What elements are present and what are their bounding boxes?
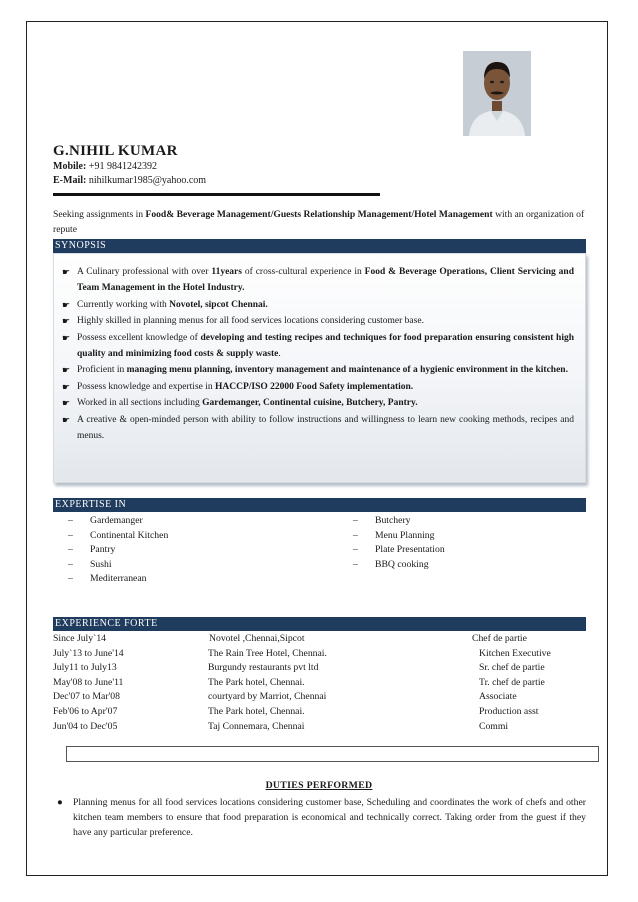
- dash-bullet-icon: –: [353, 515, 358, 526]
- experience-row: [53, 647, 593, 662]
- experience-header: EXPERIENCE FORTE: [53, 617, 586, 631]
- experience-employer: courtyard by Marriot, Chennai: [208, 691, 327, 703]
- experience-employer: Taj Connemara, Chennai: [208, 720, 305, 732]
- synopsis-item-text: managing menu planning, inventory management and maintenance of a hygienic environment in the kitchen.: [126, 365, 568, 376]
- experience-row: [53, 632, 593, 647]
- synopsis-item: [62, 412, 574, 445]
- synopsis-item-text: Novotel, sipcot Chennai.: [169, 299, 268, 310]
- synopsis-item: [62, 264, 574, 297]
- experience-row: [53, 661, 593, 676]
- synopsis-list: [62, 264, 574, 444]
- experience-period: Since July`14: [53, 633, 107, 644]
- dash-bullet-icon: –: [353, 544, 358, 555]
- synopsis-item-text: Highly skilled in planning menus for all food services locations considering customer base.: [77, 316, 424, 327]
- synopsis-item-text: Food & Beverage Operations, Client Servicing and Team Management in the Hotel Industry.: [77, 267, 574, 294]
- experience-period: July`13 to June'14: [53, 647, 124, 659]
- dash-bullet-icon: –: [353, 529, 358, 541]
- expertise-label: Pantry: [90, 544, 116, 555]
- duties-title: DUTIES PERFORMED: [265, 780, 373, 791]
- pointing-hand-icon: ☛: [62, 299, 71, 310]
- pointing-hand-icon: ☛: [62, 316, 71, 327]
- experience-role: Tr. chef de partie: [479, 676, 545, 688]
- experience-row: [53, 720, 593, 735]
- expertise-item: [68, 514, 318, 529]
- mobile-value: +91 9841242392: [88, 161, 157, 172]
- dash-bullet-icon: –: [68, 529, 73, 541]
- expertise-item: [353, 529, 583, 544]
- pointing-hand-icon: ☛: [62, 381, 71, 392]
- dash-bullet-icon: –: [353, 558, 358, 570]
- synopsis-item-text: A creative & open-minded person with ability to follow instructions and willingness to learn new cooking methods, recipes and menus.: [77, 414, 574, 442]
- synopsis-header: SYNOPSIS: [53, 239, 586, 253]
- pointing-hand-icon: ☛: [62, 332, 71, 343]
- duties-list: [53, 795, 586, 840]
- synopsis-item-text: Possess knowledge and expertise in: [77, 381, 215, 392]
- objective-prefix: Seeking assignments in: [53, 209, 146, 220]
- expertise-label: Menu Planning: [375, 529, 435, 541]
- experience-period: Dec'07 to Mar'08: [53, 691, 120, 703]
- expertise-item: [353, 558, 583, 573]
- expertise-item: [68, 529, 318, 544]
- experience-period: Feb'06 to Apr'07: [53, 706, 118, 717]
- expertise-label: Butchery: [375, 515, 411, 526]
- synopsis-item-text: of cross-cultural experience in: [241, 267, 365, 277]
- expertise-right-column: [353, 514, 583, 572]
- expertise-label: Plate Presentation: [375, 544, 445, 555]
- expertise-label: Gardemanger: [90, 515, 143, 526]
- expertise-header: EXPERTISE IN: [53, 498, 586, 512]
- expertise-label: BBQ cooking: [375, 558, 429, 570]
- synopsis-item-text: Gardemanger, Continental cuisine, Butchery, Pantry.: [202, 398, 418, 409]
- dash-bullet-icon: –: [68, 515, 73, 526]
- expertise-label: Continental Kitchen: [90, 529, 169, 541]
- bullet-dot-icon: ●: [57, 797, 63, 808]
- mobile-line: [53, 161, 157, 172]
- pointing-hand-icon: ☛: [62, 414, 71, 425]
- synopsis-item: [62, 395, 574, 411]
- expertise-item: [353, 543, 583, 558]
- expertise-item: [68, 558, 318, 573]
- experience-role: Associate: [479, 691, 517, 703]
- objective-statement: [53, 207, 588, 237]
- synopsis-item: [62, 362, 574, 378]
- objective-focus: Food& Beverage Management/Guests Relationship Management/Hotel Management: [145, 209, 493, 220]
- synopsis-item-text: developing and testing recipes and techniques for food preparation ensuring consistent high quality and minimizing food costs & supply waste: [77, 332, 575, 360]
- synopsis-item-text: Proficient in: [77, 365, 127, 376]
- expertise-item: [68, 543, 318, 558]
- experience-period: Jun'04 to Dec'05: [53, 720, 118, 732]
- experience-row: [53, 676, 593, 691]
- expertise-label: Mediterranean: [90, 573, 147, 584]
- candidate-name: G.NIHIL KUMAR: [53, 143, 178, 159]
- expertise-left-column: [68, 514, 318, 587]
- experience-employer: The Park hotel, Chennai.: [208, 706, 305, 717]
- synopsis-item-text: .: [278, 349, 281, 360]
- pointing-hand-icon: ☛: [62, 267, 71, 277]
- synopsis-item: [62, 313, 574, 329]
- experience-role: Commi: [479, 720, 509, 732]
- expertise-item: [68, 572, 318, 587]
- expertise-item: [353, 514, 583, 529]
- synopsis-item-text: Currently working with: [77, 299, 170, 310]
- email-line: [53, 175, 206, 186]
- experience-employer: Novotel ,Chennai,Sipcot: [209, 633, 305, 644]
- synopsis-item-text: Possess excellent knowledge of: [77, 332, 201, 343]
- synopsis-box: [53, 253, 586, 483]
- experience-role: Sr. chef de partie: [479, 662, 545, 674]
- synopsis-item: [62, 379, 574, 395]
- synopsis-item-text: A Culinary professional with over: [77, 267, 212, 277]
- email-value[interactable]: nihilkumar1985@yahoo.com: [88, 175, 207, 186]
- pointing-hand-icon: ☛: [62, 398, 71, 409]
- dash-bullet-icon: –: [68, 558, 73, 570]
- experience-employer: The Park hotel, Chennai.: [208, 676, 305, 688]
- dash-bullet-icon: –: [68, 573, 73, 584]
- experience-row: [53, 690, 593, 705]
- experience-role: Production asst: [479, 706, 539, 717]
- duties-item: Planning menus for all food services locations considering customer base, Scheduling and coordinates the work of chefs and other kitchen team members to ensure that food preparation is economical and technically correct. Taking order from the guest if they have any particular preference.: [73, 797, 586, 838]
- synopsis-item: [62, 297, 574, 313]
- synopsis-item-text: Worked in all sections including: [77, 398, 203, 409]
- experience-period: July11 to July13: [53, 662, 117, 674]
- objective-suffix: with an organization of repute: [53, 209, 585, 235]
- profile-photo: [463, 51, 531, 136]
- experience-role: Kitchen Executive: [479, 647, 551, 659]
- experience-row: [53, 705, 593, 720]
- mobile-label: Mobile:: [53, 161, 87, 172]
- experience-period: May'08 to June'11: [53, 676, 124, 688]
- experience-role: Chef de partie: [472, 633, 527, 644]
- synopsis-item-text: HACCP/ISO 22000 Food Safety implementation.: [215, 381, 414, 392]
- expertise-label: Sushi: [90, 558, 112, 570]
- synopsis-item: [62, 330, 574, 363]
- experience-employer: The Rain Tree Hotel, Chennai.: [208, 647, 327, 659]
- dash-bullet-icon: –: [68, 544, 73, 555]
- synopsis-item-text: 11years: [211, 267, 242, 277]
- pointing-hand-icon: ☛: [62, 365, 71, 376]
- header-divider: [53, 193, 380, 196]
- email-label: E-Mail:: [53, 175, 87, 186]
- experience-employer: Burgundy restaurants pvt ltd: [208, 662, 319, 674]
- empty-box: [66, 746, 599, 762]
